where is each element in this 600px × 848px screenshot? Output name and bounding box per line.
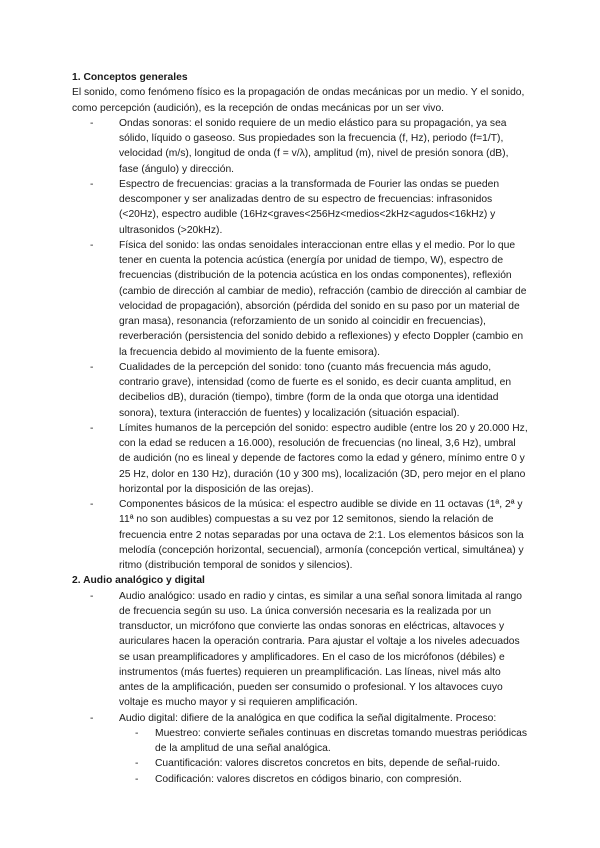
sub-list-item-text: Muestreo: convierte señales continuas en discretas tomando muestras periódicas de la amplitud de una señal analógica. [155, 727, 528, 754]
list-item [90, 360, 528, 421]
conceptos-bullet-list [72, 116, 528, 574]
list-item-text: Audio analógico: usado en radio y cintas, es similar a una señal sonora limitada al rango de frecuencia según su uso. La única conversión necesaria es la realizada por un transductor, un micrófono que convierte las ondas sonoras en eléctricas, altavoces y auriculares hacen la operación contraria. Para ajustar el voltaje a los niveles adecuados se usan preamplificadores y amplificadores. En el caso de los micrófonos (débiles) e instrumentos (más fuertes) requieren un preamplificación. Las líneas, nivel más alto antes de la amplificación, pueden ser consumido o profesional. Y los altavoces cuyo voltaje es mucho mayor y si requieren amplificación. [119, 590, 522, 709]
dash-bullet: - [90, 178, 94, 190]
list-item-text: Ondas sonoras: el sonido requiere de un medio elástico para su propagación, ya sea sólido, líquido o gaseoso. Sus propiedades son la frecuencia (f, Hz), periodo (f=1/T), velocidad (m/s), longitud de onda (f = v/λ), amplitud (m), nivel de presión sonora (dB), fase (ángulo) y dirección. [119, 117, 509, 175]
audio-bullet-list [72, 589, 528, 787]
list-item [90, 116, 528, 177]
dash-bullet: - [90, 361, 94, 373]
list-item [90, 238, 528, 360]
dash-bullet: - [90, 239, 94, 251]
list-item-text: Componentes básicos de la música: el espectro audible se divide en 11 octavas (1ª, 2ª y 11ª no son audibles) compuestas a su vez por 12 semitonos, siendo la relación de frecuencia entre 2 notas separadas por una octava de 2:1. Los elementos básicos son la melodía (concepción horizontal, secuencial), armonía (concepción vertical, simultánea) y ritmo (distribución temporal de sonidos y silencios). [119, 499, 524, 571]
sub-list-item-text: Codificación: valores discretos en códigos binario, con compresión. [155, 773, 462, 785]
list-item-text: Límites humanos de la percepción del sonido: espectro audible (entre los 20 y 20.000 Hz, con la edad se reducen a 16.000), resolución de frecuencias (no lineal, 3,6 Hz), umbral de audición (no es lineal y depende de factores como la edad y género, mínimo entre 0 y 25 Hz, dolor en 130 Hz), duración (10 y 300 ms), localización (3D, pero mejor en el plano horizontal por la disposición de las orejas). [119, 422, 528, 495]
section-intro-paragraph: El sonido, como fenómeno físico es la propagación de ondas mecánicas por un medio. Y el sonido, como percepción (audición), es la recepción de ondas mecánicas por un ser vivo. [72, 87, 525, 114]
dash-bullet: - [90, 590, 94, 602]
dash-bullet: - [135, 758, 139, 770]
list-item-text: Audio digital: difiere de la analógica en que codifica la señal digitalmente. Proceso: [119, 712, 497, 724]
dash-bullet: - [90, 422, 94, 434]
dash-bullet: - [90, 712, 94, 724]
list-item-text: Cualidades de la percepción del sonido: tono (cuanto más frecuencia más agudo, contrario grave), intensidad (como de fuerte es el sonido, es decir cuanta amplitud, en decibelios dB), duración (tiempo), timbre (form de la onda que otorga una identidad sonora), textura (interacción de fuentes) y localización (situación espacial). [119, 361, 512, 419]
document-page [72, 70, 528, 787]
list-item [90, 589, 528, 711]
dash-bullet: - [90, 117, 94, 129]
dash-bullet: - [90, 499, 94, 510]
dash-bullet: - [135, 727, 139, 739]
section-heading-conceptos-generales: 1. Conceptos generales [72, 72, 188, 83]
dash-bullet: - [135, 773, 139, 785]
list-item [90, 421, 528, 497]
list-item [90, 497, 528, 573]
sub-list-item [135, 756, 528, 771]
sub-list-item [135, 772, 528, 787]
list-item [90, 177, 528, 238]
sub-list-item [135, 726, 528, 757]
list-item-text: Espectro de frecuencias: gracias a la transformada de Fourier las ondas se pueden descomponer y ser analizadas dentro de su espectro de frecuencias: infrasonidos (<20Hz), espectro audible (16Hz<graves<256Hz<medios<2kHz<agudos<16kHz) y ultrasonidos (>20kHz). [119, 178, 500, 236]
section-heading-audio-analogico-digital: 2. Audio analógico y digital [72, 575, 205, 587]
list-item [90, 711, 528, 787]
sub-list-item-text: Cuantificación: valores discretos concretos en bits, depende de señal-ruido. [155, 758, 501, 770]
audio-digital-sublist [119, 726, 528, 787]
list-item-text: Física del sonido: las ondas senoidales interaccionan entre ellas y el medio. Por lo que tener en cuenta la potencia acústica (energía por unidad de tiempo, W), espectro de frecuencias (distribución de la potencia acústica en los ondas componentes), reflexión (cambio de dirección al cambiar de medio), refracción (cambio de dirección al cambiar de velocidad de propagación), absorción (pérdida del sonido en su paso por un material de gran masa), resonancia (reforzamiento de un sonido al coincidir en frecuencias), reverberación (persistencia del sonido debido a reflexiones) y efecto Doppler (cambio en la frecuencia debido al movimiento de la fuente emisora). [119, 239, 527, 358]
